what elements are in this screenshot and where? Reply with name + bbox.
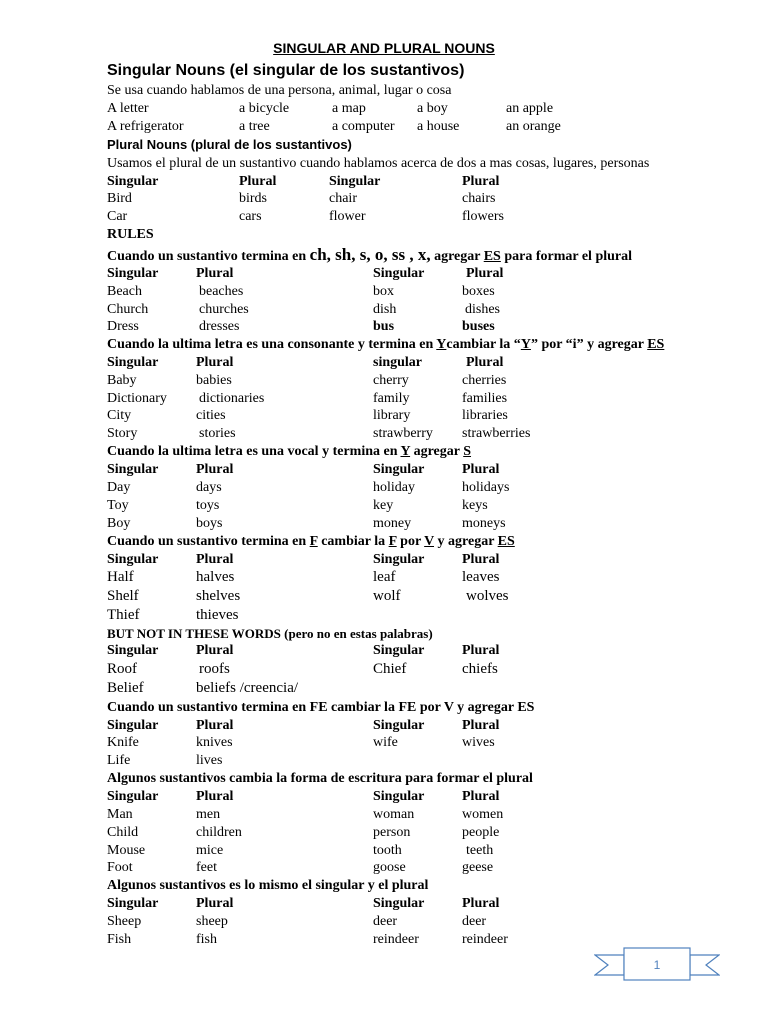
- page-number-badge: [594, 943, 720, 985]
- page-number: 1: [653, 958, 661, 972]
- singular-intro: Se usa cuando hablamos de una persona, animal, lugar o cosa: [107, 83, 452, 98]
- singular-heading: Singular Nouns (el singular de los sustantivos): [107, 62, 465, 79]
- exceptions-heading: BUT NOT IN THESE WORDS (pero no en estas palabras): [107, 626, 433, 641]
- rule6-heading: Algunos sustantivos cambia la forma de escritura para formar el plural: [107, 771, 533, 786]
- plural-intro: Usamos el plural de un sustantivo cuando hablamos acerca de dos a mas cosas, lugares, personas: [107, 156, 650, 171]
- rule7-heading: Algunos sustantivos es lo mismo el singular y el plural: [107, 878, 429, 893]
- page-title: SINGULAR AND PLURAL NOUNS: [273, 40, 495, 56]
- rule5-heading: Cuando un sustantivo termina en FE cambiar la FE por V y agregar ES: [107, 700, 535, 715]
- plural-heading: Plural Nouns (plural de los sustantivos): [107, 137, 352, 152]
- rules-label: RULES: [107, 227, 154, 242]
- ribbon-icon: [594, 943, 720, 985]
